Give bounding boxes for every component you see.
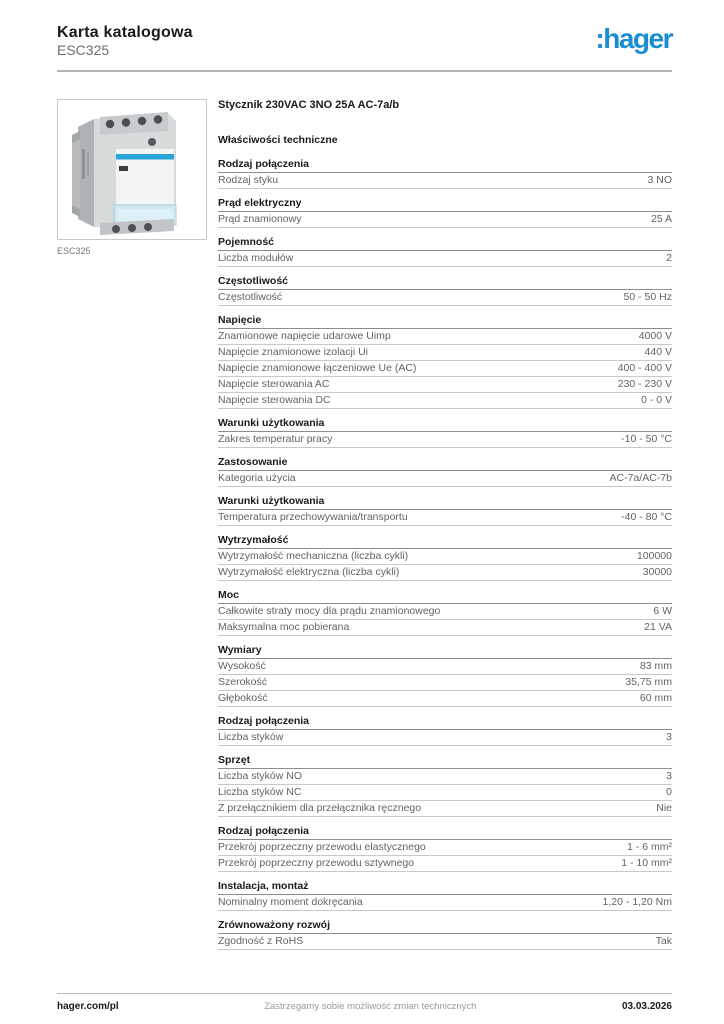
spec-row bbox=[218, 173, 672, 189]
section-rows bbox=[218, 290, 672, 306]
product-title: Stycznik 230VAC 3NO 25A AC-7a/b bbox=[218, 99, 400, 111]
spec-value: 1 - 10 mm² bbox=[621, 857, 672, 869]
spec-label: Liczba modułów bbox=[218, 252, 294, 264]
section-rows bbox=[218, 895, 672, 911]
spec-label: Liczba styków NC bbox=[218, 786, 302, 798]
spec-row bbox=[218, 377, 672, 393]
spec-section bbox=[218, 276, 672, 306]
section-heading: Rodzaj połączenia bbox=[218, 159, 672, 173]
spec-value: 440 V bbox=[644, 346, 672, 358]
spec-label: Całkowite straty mocy dla prądu znamionowego bbox=[218, 605, 441, 617]
spec-row bbox=[218, 329, 672, 345]
spec-label: Zgodność z RoHS bbox=[218, 935, 304, 947]
spec-value: 1 - 6 mm² bbox=[627, 841, 672, 853]
section-rows bbox=[218, 432, 672, 448]
section-rows bbox=[218, 173, 672, 189]
product-image bbox=[57, 99, 207, 240]
spec-section bbox=[218, 755, 672, 817]
spec-row bbox=[218, 895, 672, 911]
spec-label: Napięcie znamionowe izolacji Ui bbox=[218, 346, 368, 358]
section-rows bbox=[218, 329, 672, 409]
spec-value: Nie bbox=[656, 802, 672, 814]
spec-value: 35,75 mm bbox=[625, 676, 672, 688]
header-titles bbox=[57, 24, 193, 59]
spec-table bbox=[218, 99, 672, 950]
spec-label: Znamionowe napięcie udarowe Uimp bbox=[218, 330, 391, 342]
section-heading: Rodzaj połączenia bbox=[218, 826, 672, 840]
spec-section bbox=[218, 457, 672, 487]
properties-heading: Właściwości techniczne bbox=[218, 134, 338, 146]
section-rows bbox=[218, 730, 672, 746]
spec-label: Przekrój poprzeczny przewodu sztywnego bbox=[218, 857, 415, 869]
product-image-caption: ESC325 bbox=[57, 246, 91, 256]
section-heading: Zrównoważony rozwój bbox=[218, 920, 672, 934]
footer-divider bbox=[57, 993, 672, 994]
spec-value: 400 - 400 V bbox=[617, 362, 672, 374]
spec-row bbox=[218, 785, 672, 801]
spec-section bbox=[218, 645, 672, 707]
spec-value: 83 mm bbox=[639, 660, 672, 672]
section-heading: Moc bbox=[218, 590, 672, 604]
spec-label: Prąd znamionowy bbox=[218, 213, 302, 225]
footer-disclaimer: Zastrzegamy sobie możliwość zmian technicznych bbox=[264, 1001, 477, 1012]
spec-label: Liczba styków bbox=[218, 731, 284, 743]
spec-value: 4000 V bbox=[638, 330, 672, 342]
spec-section bbox=[218, 418, 672, 448]
section-heading: Warunki użytkowania bbox=[218, 418, 672, 432]
section-heading: Instalacja, montaż bbox=[218, 881, 672, 895]
spec-row bbox=[218, 432, 672, 448]
spec-label: Wytrzymałość mechaniczna (liczba cykli) bbox=[218, 550, 409, 562]
spec-sections bbox=[218, 159, 672, 950]
hager-logo: :hager bbox=[595, 23, 672, 54]
spec-row bbox=[218, 856, 672, 872]
spec-value: 3 NO bbox=[647, 174, 672, 186]
section-rows bbox=[218, 659, 672, 707]
spec-row bbox=[218, 212, 672, 228]
section-heading: Napięcie bbox=[218, 315, 672, 329]
spec-value: 50 - 50 Hz bbox=[623, 291, 672, 303]
section-heading: Sprzęt bbox=[218, 755, 672, 769]
spec-section bbox=[218, 826, 672, 872]
spec-label: Napięcie znamionowe łączeniowe Ue (AC) bbox=[218, 362, 417, 374]
spec-value: -40 - 80 °C bbox=[621, 511, 672, 523]
spec-value: 3 bbox=[666, 770, 672, 782]
spec-value: 60 mm bbox=[639, 692, 672, 704]
spec-value: 6 W bbox=[653, 605, 672, 617]
spec-row bbox=[218, 659, 672, 675]
spec-row bbox=[218, 290, 672, 306]
section-rows bbox=[218, 769, 672, 817]
section-rows bbox=[218, 471, 672, 487]
spec-value: 1,20 - 1,20 Nm bbox=[602, 896, 672, 908]
footer-website-link[interactable]: hager.com/pl bbox=[57, 1001, 119, 1012]
spec-row bbox=[218, 393, 672, 409]
section-heading: Częstotliwość bbox=[218, 276, 672, 290]
spec-value: 230 - 230 V bbox=[617, 378, 672, 390]
section-heading: Wytrzymałość bbox=[218, 535, 672, 549]
spec-row bbox=[218, 730, 672, 746]
page-title: Karta katalogowa bbox=[57, 24, 193, 41]
spec-row bbox=[218, 549, 672, 565]
spec-value: 0 bbox=[666, 786, 672, 798]
spec-value: 100000 bbox=[636, 550, 672, 562]
footer-date: 03.03.2026 bbox=[621, 1001, 672, 1012]
spec-label: Napięcie sterowania DC bbox=[218, 394, 331, 406]
spec-section bbox=[218, 315, 672, 409]
section-heading: Rodzaj połączenia bbox=[218, 716, 672, 730]
spec-section bbox=[218, 237, 672, 267]
spec-value: 0 - 0 V bbox=[641, 394, 672, 406]
spec-section bbox=[218, 881, 672, 911]
spec-row bbox=[218, 251, 672, 267]
spec-value: 30000 bbox=[642, 566, 672, 578]
spec-section bbox=[218, 920, 672, 950]
spec-label: Wytrzymałość elektryczna (liczba cykli) bbox=[218, 566, 400, 578]
section-rows bbox=[218, 251, 672, 267]
spec-label: Z przełącznikiem dla przełącznika ręcznego bbox=[218, 802, 422, 814]
section-heading: Zastosowanie bbox=[218, 457, 672, 471]
spec-label: Liczba styków NO bbox=[218, 770, 303, 782]
spec-row bbox=[218, 691, 672, 707]
spec-value: 2 bbox=[666, 252, 672, 264]
spec-row bbox=[218, 675, 672, 691]
spec-value: Tak bbox=[655, 935, 672, 947]
spec-row bbox=[218, 620, 672, 636]
section-heading: Warunki użytkowania bbox=[218, 496, 672, 510]
spec-value: -10 - 50 °C bbox=[621, 433, 672, 445]
page-header bbox=[57, 24, 672, 59]
spec-row bbox=[218, 801, 672, 817]
page-footer bbox=[57, 993, 672, 1024]
main-content bbox=[57, 99, 672, 950]
spec-label: Kategoria użycia bbox=[218, 472, 296, 484]
spec-section bbox=[218, 496, 672, 526]
spec-row bbox=[218, 345, 672, 361]
spec-value: 25 A bbox=[650, 213, 672, 225]
spec-value: 3 bbox=[666, 731, 672, 743]
section-heading: Wymiary bbox=[218, 645, 672, 659]
spec-value: 21 VA bbox=[644, 621, 672, 633]
spec-row bbox=[218, 361, 672, 377]
section-rows bbox=[218, 510, 672, 526]
section-rows bbox=[218, 549, 672, 581]
spec-row bbox=[218, 565, 672, 581]
spec-label: Wysokość bbox=[218, 660, 266, 672]
spec-label: Zakres temperatur pracy bbox=[218, 433, 333, 445]
section-rows bbox=[218, 212, 672, 228]
spec-row bbox=[218, 604, 672, 620]
product-image-column bbox=[57, 99, 207, 950]
header-divider bbox=[57, 70, 672, 72]
section-rows bbox=[218, 840, 672, 872]
spec-label: Częstotliwość bbox=[218, 291, 283, 303]
spec-section bbox=[218, 159, 672, 189]
spec-label: Szerokość bbox=[218, 676, 268, 688]
footer-row bbox=[57, 1001, 672, 1012]
spec-label: Rodzaj styku bbox=[218, 174, 279, 186]
spec-row bbox=[218, 510, 672, 526]
section-heading: Prąd elektryczny bbox=[218, 198, 672, 212]
spec-label: Temperatura przechowywania/transportu bbox=[218, 511, 408, 523]
section-heading: Pojemność bbox=[218, 237, 672, 251]
spec-label: Nominalny moment dokręcania bbox=[218, 896, 363, 908]
spec-value: AC-7a/AC-7b bbox=[609, 472, 672, 484]
spec-section bbox=[218, 198, 672, 228]
spec-label: Głębokość bbox=[218, 692, 268, 704]
spec-label: Przekrój poprzeczny przewodu elastycznego bbox=[218, 841, 426, 853]
spec-section bbox=[218, 590, 672, 636]
spec-section bbox=[218, 716, 672, 746]
spec-section bbox=[218, 535, 672, 581]
spec-label: Maksymalna moc pobierana bbox=[218, 621, 350, 633]
spec-row bbox=[218, 471, 672, 487]
spec-row bbox=[218, 769, 672, 785]
product-code: ESC325 bbox=[57, 42, 110, 58]
spec-row bbox=[218, 934, 672, 950]
spec-label: Napięcie sterowania AC bbox=[218, 378, 330, 390]
spec-row bbox=[218, 840, 672, 856]
contactor-illustration bbox=[64, 105, 200, 235]
section-rows bbox=[218, 934, 672, 950]
section-rows bbox=[218, 604, 672, 636]
